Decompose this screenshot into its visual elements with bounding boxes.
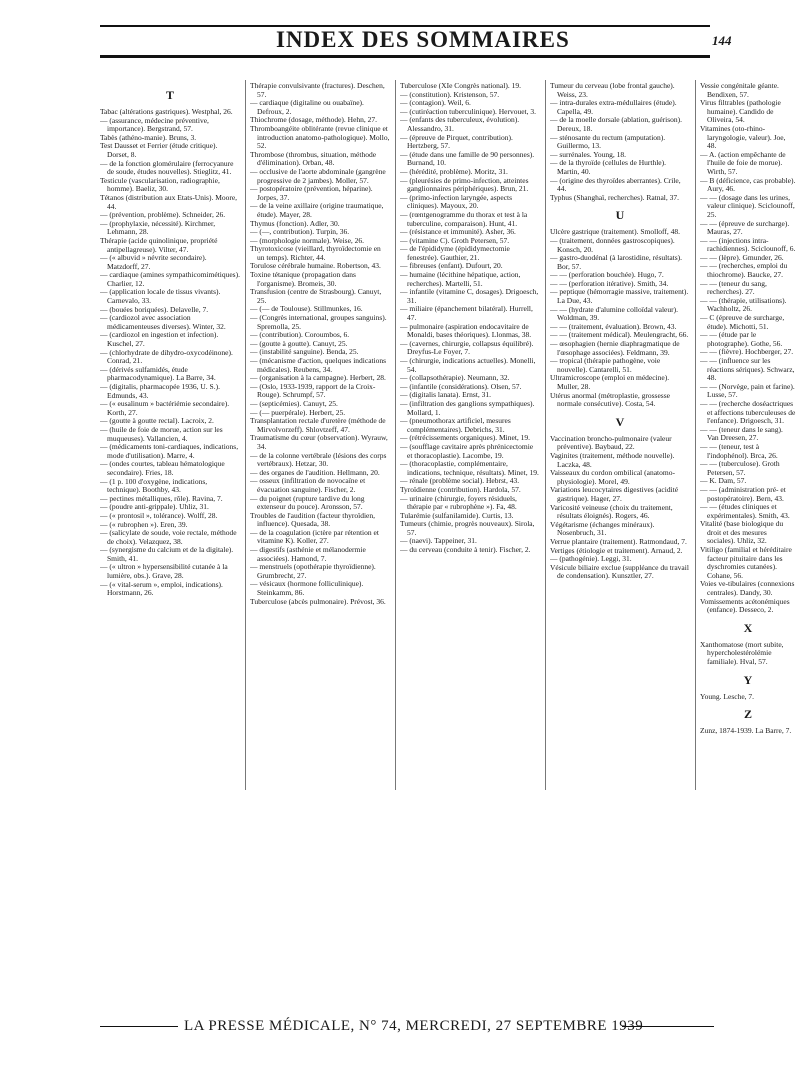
index-entry: — (Congrès international, groupes sanguins). Spremolla, 25.: [250, 313, 387, 331]
index-entry: — — (étude par le photographe). Gothe, 56.: [700, 330, 783, 348]
header-bottom-rule: [100, 55, 710, 58]
index-entry: Vertiges (étiologie et traitement). Arnaud, 2.: [550, 545, 683, 555]
index-entry: Tuberculose (abcès pulmonaire). Prévost, 36.: [250, 596, 386, 606]
index-entry: Thrombose (thrombus, situation, méthode d'élimination). Orban, 48.: [250, 149, 377, 168]
index-entry: — (infiltration des ganglions sympathiques). Mollard, 1.: [400, 398, 535, 417]
index-entry: — cardiaque (digitaline ou ouabaïne). Defroux, 2.: [250, 98, 364, 116]
index-entry: — (chlorhydrate de dihydro-oxycodéinone). Conrad, 21.: [100, 347, 233, 366]
index-entry: Transplantation rectale d'uretère (méthode de Mirvolvorzeff). Shlovtzeff, 47.: [250, 416, 386, 434]
index-entry: — intra-durales extra-médullaires (étude). Capella, 49.: [550, 98, 677, 116]
index-entry: — osseux (infiltration de novocaïne et évacuation sanguine). Fischer, 2.: [250, 476, 366, 494]
index-entry: — (médicaments toni-cardiaques, indications, mode d'utilisation). Marre, 4.: [100, 442, 239, 460]
index-column-1: [100, 82, 240, 598]
index-entry: — (assurance, médecine préventive, importance). Bergstrand, 57.: [100, 115, 209, 134]
index-entry: — — (traitement médical). Meulengracht, 66.: [550, 330, 689, 340]
index-entry: Typhus (Shanghaï, recherches). Ratnal, 37.: [550, 192, 680, 202]
index-entry: — (salicylate de soude, voie rectale, méthode de choix). Velazquez, 38.: [100, 528, 237, 546]
index-entry: Vaccination broncho-pulmonaire (valeur préventive). Baybaud, 22.: [550, 433, 672, 452]
index-entry: Tumeur du cerveau (lobe frontal gauche). Weiss, 23.: [550, 82, 675, 99]
footer-rule-right: [622, 1026, 714, 1027]
index-entry: — (cardiozol en ingestion et infection). Kuschel, 27.: [100, 330, 219, 349]
index-entry: — vésicaux (hormone folliculinique). Steinkamm, 86.: [250, 579, 364, 598]
index-entry: Vessie congénitale géante. Bendixen, 57.: [700, 82, 779, 99]
index-entry: — œsophagien (hernie diaphragmatique de l'œsophage associées). Feldmann, 39.: [550, 339, 680, 357]
index-entry: — (enfants des tuberculeux, évolution). Alessandro, 31.: [400, 115, 520, 133]
index-entry: — (infantile (considérations). Olsen, 57.: [400, 381, 522, 391]
index-entry: — (« prontosil », tolérance). Wolff, 28.: [100, 510, 218, 520]
index-column-5: [700, 82, 796, 736]
index-entry: — (instabilité sanguine). Benda, 25.: [250, 347, 359, 357]
index-entry: — (pleurésies de primo-infection, atteintes ganglionnaires périphériques). Brun, 21.: [400, 175, 529, 194]
index-entry: — (morphologie normale). Weise, 26.: [250, 235, 365, 245]
index-entry: — (prévention, problème). Schneider, 26.: [100, 210, 226, 220]
index-entry: — (hérédité, problème). Moritz, 31.: [400, 166, 508, 176]
index-entry: — du cerveau (conduite à tenir). Fischer, 2.: [400, 545, 531, 555]
index-entry: — (ondes courtes, tableau hématologique secondaire). Fries, 18.: [100, 459, 225, 477]
index-entry: — de la veine axillaire (origine traumatique, étude). Mayer, 28.: [250, 201, 384, 219]
index-entry: — — (perforation bouchée). Hugo, 7.: [550, 270, 664, 280]
index-entry: — miliaire (épanchement bilatéral). Hurrell, 47.: [400, 304, 533, 323]
index-entry: Vaisseaux du cordon ombilical (anatomo-physiologie). Morel, 49.: [550, 468, 675, 486]
index-entry: Xanthomatose (mort subite, hypercholestérolémie familiale). Hval, 57.: [700, 639, 784, 666]
index-entry: — (organisation à la campagne). Herbert, 28.: [250, 373, 386, 383]
index-entry: Tabac (altérations gastriques). Westphal, 26.: [100, 107, 233, 116]
index-entry: — (mécanisme d'action, quelques indications médicales). Reubens, 34.: [250, 356, 387, 374]
index-entry: Vaginites (traitement, méthode nouvelle). Laczka, 48.: [550, 450, 675, 469]
index-entry: — sténosante du rectum (amputation). Guillermo, 13.: [550, 132, 666, 151]
index-entry: — tropical (thérapie pathogène, voie nouvelle). Cantarelli, 51.: [550, 356, 661, 374]
index-entry: — des organes de l'audition. Hellmann, 20.: [250, 467, 380, 477]
index-entry: — rénale (problème social). Hebrst, 43.: [400, 476, 520, 486]
index-entry: — — (Norvège, pain et farine). Lusse, 57.: [700, 381, 795, 400]
index-entry: — (épreuve de Pirquet, contribution). Hertzberg, 57.: [400, 132, 513, 151]
index-entry: Thromboangéite oblitérante (revue clinique et introduction anatomo-pathologique). Mollo, 52.: [250, 123, 390, 151]
index-entry: — de la fonction glomérulaire (ferrocyanure de soude, études nouvelles). Stieglitz, 41.: [100, 158, 234, 177]
index-entry: — (cutiréaction tuberculinique). Hervouet, 3.: [400, 106, 536, 116]
index-entry: — (digitalis lanata). Ernst, 31.: [400, 390, 492, 400]
index-entry: — pectines métalliques, rôle). Ravina, 7.: [100, 493, 223, 503]
index-column-4: [550, 82, 690, 581]
index-entry: — (collapsothérapie). Neumann, 32.: [400, 373, 510, 383]
index-entry: Test Dausset et Ferrier (étude critique). Dorset, 8.: [100, 141, 218, 159]
index-entry: — (constitution). Kristenson, 57.: [400, 89, 500, 99]
index-entry: Tularémie (sulfanilamide). Curtis, 13.: [400, 510, 514, 520]
index-entry: — (traitement, données gastroscopiques). Konsch, 20.: [550, 235, 675, 254]
index-entry: — fibreuses (enfant). Dufourt, 20.: [400, 261, 503, 271]
index-entry: Troubles de l'audition (facteur thyroïdien, influence). Quesada, 38.: [250, 510, 376, 529]
index-entry: — (naevi). Tappeiner, 31.: [400, 536, 477, 546]
index-entry: Ultramicroscope (emploi en médecine). Muller, 28.: [550, 373, 670, 391]
page-number: 144: [712, 33, 732, 48]
index-entry: — de la thyroïde (cellules de Hurthle). Martin, 40.: [550, 158, 667, 176]
section-letter: Z: [743, 707, 752, 722]
index-entry: — (cavernes, chirurgie, collapsus équilibré). Dreyfus-Le Foyer, 7.: [400, 338, 534, 357]
index-entry: Vitalité (base biologique du droit et des mesures sociales). Uhliz, 32.: [700, 519, 784, 546]
index-entry: — postopératoire (prévention, héparine). Jorpes, 37.: [250, 184, 373, 202]
index-entry: — (« ultron » hypersensibilité cutanée à la lumière, obs.). Grave, 28.: [100, 562, 228, 581]
index-entry: — (contagion). Weil, 6.: [400, 98, 471, 108]
column-divider: [395, 80, 396, 790]
index-entry: Thyrotoxicose (vieillard, thyroïdectomie en un temps). Richter, 44.: [250, 244, 381, 262]
index-entry: Végétarisme (échanges minéraux). Nosenbruch, 31.: [550, 519, 655, 538]
index-entry: — de l'épididyme (épididymectomie fenestrée). Gauthier, 21.: [400, 244, 510, 262]
index-entry: — — (recherche doséactriques et affections tuberculeuses de l'enfance). Drigoesch, 31.: [700, 398, 796, 426]
index-entry: — — (fièvre). Hochberger, 27.: [700, 347, 794, 357]
index-entry: Tyroïdienne (contribution). Hardola, 57.: [400, 484, 521, 494]
index-entry: Traumatisme du cœur (observation). Wyrauw, 34.: [250, 433, 388, 451]
index-entry: — — (hydrate d'alumine colloïdal valeur). Woldman, 39.: [550, 304, 678, 323]
index-entry: Toxine tétanique (propagation dans l'organisme). Bromeis, 30.: [250, 270, 356, 288]
index-entry: — du poignet (rupture tardive du long extenseur du pouce). Aronsson, 57.: [250, 493, 365, 512]
index-entry: — — (lèpre). Gmunder, 26.: [700, 252, 784, 262]
index-entry: — surrénales. Young, 18.: [550, 149, 627, 159]
index-entry: — (étude dans une famille de 90 personnes). Burnand, 10.: [400, 149, 535, 168]
index-entry: — peptique (hémorragie massive, traitement). La Due, 43.: [550, 287, 689, 306]
index-entry: Voies ve-tibulaires (connexions centrales). Dandy, 30.: [700, 579, 795, 598]
column-divider: [245, 80, 246, 790]
page-title: INDEX DES SOMMAIRES: [276, 27, 570, 52]
index-entry: — — (études cliniques et expérimentales). Smith, 43.: [700, 502, 790, 520]
footer-rule-left: [100, 1026, 178, 1027]
index-entry: — (poudre anti-grippale). Uhliz, 31.: [100, 502, 209, 512]
index-entry: Tuberculose (XIe Congrès national). 19.: [400, 82, 521, 90]
index-entry: Vitamines (oto-rhino-laryngologie, valeur). Joe, 48.: [700, 123, 786, 151]
index-entry: — (rœntgenogramme du thorax et test à la tuberculine, comparaison). Hunt, 41.: [400, 209, 528, 228]
index-entry: — (digitalis, pharmacopée 1936, U. S.). Edmunds, 43.: [100, 382, 220, 400]
section-letter: V: [615, 414, 625, 429]
index-entry: — (résistance et immunité). Asher, 36.: [400, 227, 516, 237]
index-entry: — (chirurgie, indications actuelles). Monelli, 54.: [400, 356, 536, 374]
index-entry: Tétanos (distribution aux Etats-Unis). Moore, 44.: [100, 192, 238, 211]
index-entry: — — (teneur, test à l'indophénol). Brca, 26.: [700, 441, 778, 460]
index-entry: — (« rubrophen »). Eren, 39.: [100, 519, 188, 529]
index-entry: — (application locale de tissus vivants). Carnevalo, 33.: [100, 287, 221, 306]
index-entry: — — (thérapie, utilisations). Wachholtz, 26.: [700, 295, 787, 314]
index-entry: Variations leucocytaires digestives (acidité gastrique). Hager, 27.: [550, 485, 679, 503]
index-entry: Utérus anormal (métroplastie, grossesse normale consécutive). Costa, 54.: [550, 390, 670, 409]
index-entry: — (vitamine C). Groth Petersen, 57.: [400, 235, 510, 245]
index-entry: — A. (action empêchante de l'huile de foie de morue). Wirth, 57.: [700, 149, 786, 176]
index-entry: — (thoracoplastie, complémentaire, indications, technique, résultats). Minet, 19.: [400, 459, 539, 477]
index-entry: — (contribution). Coroumbos, 6.: [250, 330, 350, 340]
index-entry: — — (recherches, emploi du thiochrome). Baucke, 27.: [700, 261, 788, 280]
section-letter: Y: [743, 672, 753, 687]
index-entry: Ulcère gastrique (traitement). Smolloff, 48.: [550, 227, 681, 237]
index-entry: — de la colonne vertébrale (lésions des corps vertébraux). Hetzar, 30.: [250, 450, 387, 469]
index-entry: — — (épreuve de surcharge). Mauras, 27.: [700, 218, 790, 237]
index-entry: — (huile de foie de morue, action sur les muqueuses). Vallancien, 4.: [100, 424, 223, 443]
index-entry: Young. Lesche, 7.: [700, 691, 755, 701]
index-entry: — — (perforation itérative). Smith, 34.: [550, 278, 669, 288]
index-entry: — digestifs (asthénie et mélanodermie associées). Hamond, 7.: [250, 545, 366, 563]
index-entry: Vésicule biliaire exclue (suppléance du travail de condensation). Kunsztler, 27.: [550, 562, 689, 581]
index-entry: — — (dosage dans les urines, valeur clinique). Sciclounoff, 25.: [700, 192, 795, 219]
index-entry: — occlusive de l'aorte abdominale (gangrène progressive de 2 jambes). Moller, 57.: [250, 166, 386, 185]
index-entry: — (pathogénie). Leggi, 31.: [550, 554, 632, 564]
index-entry: Thymus (fonction). Adler, 30.: [250, 218, 340, 228]
index-entry: — K. Dam, 57.: [700, 476, 747, 486]
index-entry: — — (tuberculose). Groth Petersen, 57.: [700, 459, 780, 477]
index-entry: — (pneumothorax artificiel, mesures complémentaires). Debrichs, 31.: [400, 416, 511, 434]
index-entry: Thérapie (acide quinolinique, propriété antipellagreuse). Vilter, 47.: [100, 235, 218, 254]
index-entry: Tumeurs (chimie, progrès nouveaux). Sirola, 57.: [400, 519, 535, 537]
index-entry: — (rétrécissements organiques). Minet, 19.: [400, 433, 531, 443]
index-entry: — (— de Toulouse). Stillmunkes, 16.: [250, 304, 363, 314]
column-divider: [545, 80, 546, 790]
index-entry: — — (traitement, évaluation). Brown, 43.: [550, 321, 677, 331]
index-entry: — — (influence sur les réactions sériques). Schwarz, 48.: [700, 356, 795, 383]
index-entry: — (prophylaxie, nécessité). Kirchmer, Lehmann, 28.: [100, 218, 216, 237]
index-entry: — (— puerpérale). Herbert, 25.: [250, 407, 346, 417]
index-entry: — (origine des thyroïdes aberrantes). Crile, 44.: [550, 175, 681, 194]
index-entry: Vitiligo (familial et héréditaire facteur pituitaire dans les dyschromies cutanées). Cohane, 56.: [700, 545, 792, 580]
index-entry: — gastro-duodénal (à larostidine, résultats). Bor, 57.: [550, 253, 683, 271]
index-entry: Testicule (vascularisation, radiographie, homme). Baeliz, 30.: [100, 175, 220, 194]
index-entry: — (soufflage cavitaire après phrénicectomie et thoracoplastie). Lacombe, 19.: [400, 441, 534, 460]
index-entry: Thérapie convulsivante (fractures). Deschen, 57.: [250, 82, 385, 99]
index-entry: — — (teneur dans le sang). Van Dreesen, 27.: [700, 424, 783, 443]
index-entry: — (primo-infection laryngée, aspects cliniques). Mayoux, 20.: [400, 192, 513, 211]
index-entry: Tabès (athéno-manie). Bruns, 3.: [100, 132, 197, 142]
index-entry: Verrue plantaire (traitement). Ratmondaud, 7.: [550, 536, 687, 546]
section-letter: T: [165, 88, 174, 102]
index-entry: — (cardiozol avec association médicamenteuses diverses). Winter, 32.: [100, 313, 226, 331]
index-entry: — (« vital-serum », emploi, indications). Horstmann, 26.: [100, 579, 223, 598]
section-letter: X: [743, 620, 753, 635]
index-entry: — (bouées boriquées). Delavelle, 7.: [100, 304, 209, 314]
index-entry: — cardiaque (amines sympathicomimétiques). Charlier, 12.: [100, 270, 240, 288]
index-entry: Varicosité veineuse (choix du traitement, résultats éloignés). Rogers, 46.: [550, 502, 673, 521]
index-entry: — — (injections intra-rachidiennes). Sciclounoff, 6.: [700, 235, 796, 254]
index-entry: — (Oslo, 1933-1939, rapport de la Croix-Rouge). Schrumpf, 57.: [250, 381, 376, 400]
index-entry: Transfusion (centre de Strasbourg). Canuyt, 25.: [250, 287, 382, 305]
index-entry: — de la coagulation (ictère par rétention et vitamine K). Koller, 27.: [250, 527, 379, 546]
index-entry: — (septicémies). Canuyt, 25.: [250, 398, 338, 408]
footer-publication-line: LA PRESSE MÉDICALE, N° 74, MERCREDI, 27 SEPTEMBRE 1939: [184, 1018, 644, 1034]
index-entry: — (« albuvid » névrite secondaire). Matzdorff, 27.: [100, 253, 207, 271]
index-entry: — de la moelle dorsale (ablation, guérison). Dereux, 18.: [550, 115, 683, 133]
index-entry: — menstruels (opothérapie thyroïdienne). Grumbrecht, 27.: [250, 562, 376, 580]
index-entry: — (synergisme du calcium et de la digitale). Smith, 41.: [100, 545, 234, 563]
index-entry: — humaine (lécithine hépatique, action, recherches). Martelli, 51.: [400, 270, 521, 288]
index-entry: Vomissements acétonémiques (enfance). Desseco, 2.: [700, 596, 790, 615]
index-entry: — (dérivés sulfamidés, étude pharmacodynamique). La Barre, 34.: [100, 364, 216, 383]
index-entry: — pulmonaire (aspiration endocavitaire de Monaldi, bases théoriques). Llonmas, 38.: [400, 321, 532, 340]
index-entry: — (goutte à goutte). Canuyt, 25.: [250, 338, 348, 348]
index-entry: — — (teneur du sang, recherches). 27.: [700, 278, 767, 297]
index-entry: — (« eusalinum » bactériémie secondaire). Korth, 27.: [100, 399, 230, 417]
index-column-2: [250, 82, 390, 606]
index-entry: — infantile (vitamine C, dosages). Drigoesch, 31.: [400, 287, 539, 305]
index-entry: — (1 p. 100 d'oxygène, indications, technique). Boothby, 43.: [100, 476, 208, 495]
index-entry: — (goutte à goutte rectal). Lacroix, 2.: [100, 416, 214, 426]
index-entry: — (—, contribution). Turpin, 36.: [250, 227, 350, 237]
index-entry: Virus filtrables (pathologie humaine). Candido de Oliveira, 54.: [700, 98, 781, 125]
index-entry: Zunz, 1874-1939. La Barre, 7.: [700, 726, 792, 736]
index-entry: — B (déficience, cas probable). Aury, 46.: [700, 175, 796, 194]
index-entry: Thiochrome (dosage, méthode). Hehn, 27.: [250, 115, 378, 125]
index-entry: — urinaire (chirurgie, foyers résiduels, thérapie par « rubrophène »). Fa, 48.: [400, 493, 517, 512]
column-divider: [695, 80, 696, 790]
index-entry: — C (épreuve de surcharge, étude). Michotti, 51.: [700, 313, 785, 331]
section-letter: U: [615, 208, 625, 223]
index-entry: — — (administration pré- et postopératoire). Bern, 43.: [700, 484, 786, 503]
index-entry: Torulose cérébrale humaine. Robertson, 43.: [250, 261, 381, 271]
index-column-3: [400, 82, 540, 555]
